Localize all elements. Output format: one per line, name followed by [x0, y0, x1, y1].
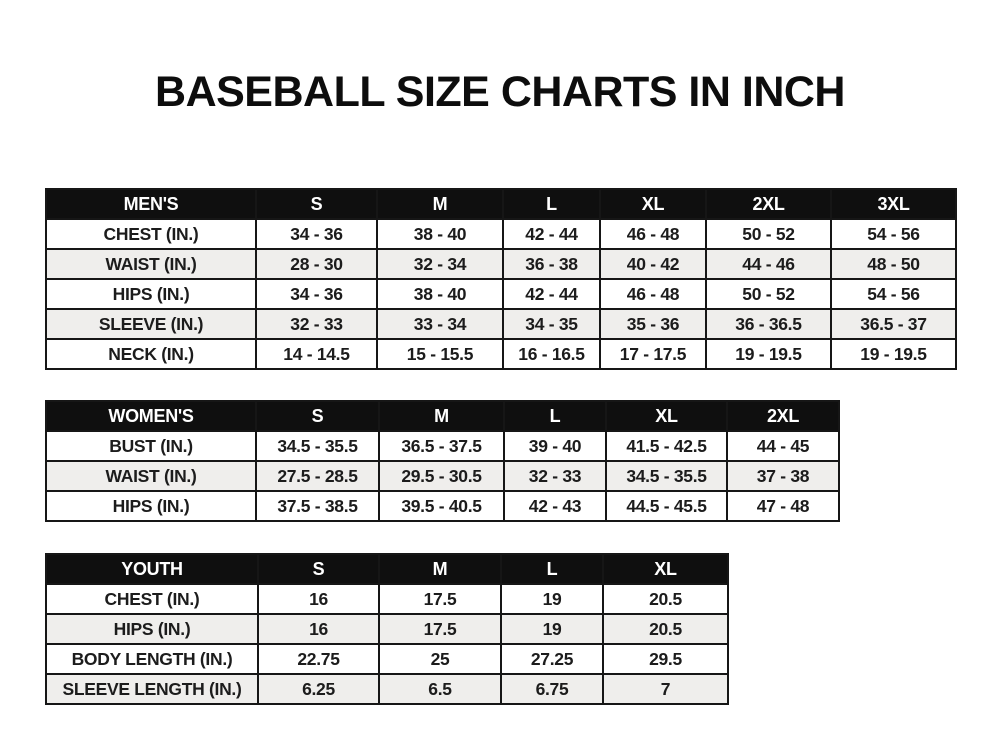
size-value-cell: 16: [258, 584, 379, 614]
page-title: BASEBALL SIZE CHARTS IN INCH: [155, 68, 845, 116]
size-value-cell: 28 - 30: [256, 249, 377, 279]
table-row: [46, 584, 728, 614]
size-value-cell: 46 - 48: [600, 219, 706, 249]
size-value-cell: 6.75: [501, 674, 603, 704]
measurement-label: BUST (IN.): [46, 431, 256, 461]
size-value-cell: 15 - 15.5: [377, 339, 503, 369]
size-value-cell: 36.5 - 37.5: [379, 431, 504, 461]
table-row: [46, 674, 728, 704]
measurement-label: NECK (IN.): [46, 339, 256, 369]
table-row: [46, 279, 956, 309]
table-row: [46, 309, 956, 339]
womens-group-header: WOMEN'S: [46, 401, 256, 431]
size-value-cell: 37 - 38: [727, 461, 839, 491]
size-column-header: XL: [606, 401, 727, 431]
size-value-cell: 44.5 - 45.5: [606, 491, 727, 521]
youth-group-header: YOUTH: [46, 554, 258, 584]
size-value-cell: 20.5: [603, 584, 728, 614]
size-value-cell: 14 - 14.5: [256, 339, 377, 369]
size-value-cell: 42 - 44: [503, 219, 600, 249]
size-value-cell: 36 - 38: [503, 249, 600, 279]
size-column-header: XL: [603, 554, 728, 584]
measurement-label: HIPS (IN.): [46, 491, 256, 521]
table-row: [46, 339, 956, 369]
size-column-header: L: [503, 189, 600, 219]
size-column-header: 3XL: [831, 189, 956, 219]
size-value-cell: 29.5 - 30.5: [379, 461, 504, 491]
size-value-cell: 36.5 - 37: [831, 309, 956, 339]
size-value-cell: 19 - 19.5: [706, 339, 831, 369]
size-value-cell: 34 - 36: [256, 219, 377, 249]
size-column-header: M: [377, 189, 503, 219]
size-column-header: 2XL: [706, 189, 831, 219]
size-value-cell: 35 - 36: [600, 309, 706, 339]
size-column-header: L: [501, 554, 603, 584]
size-value-cell: 22.75: [258, 644, 379, 674]
size-value-cell: 17.5: [379, 584, 501, 614]
table-row: [46, 431, 839, 461]
size-value-cell: 25: [379, 644, 501, 674]
youth-size-table: [45, 553, 729, 705]
size-value-cell: 38 - 40: [377, 279, 503, 309]
table-row: [46, 461, 839, 491]
size-column-header: M: [379, 554, 501, 584]
size-column-header: XL: [600, 189, 706, 219]
size-value-cell: 17 - 17.5: [600, 339, 706, 369]
size-value-cell: 50 - 52: [706, 219, 831, 249]
measurement-label: BODY LENGTH (IN.): [46, 644, 258, 674]
size-value-cell: 41.5 - 42.5: [606, 431, 727, 461]
womens-header-row: [46, 401, 839, 431]
size-value-cell: 39.5 - 40.5: [379, 491, 504, 521]
womens-size-table: [45, 400, 840, 522]
size-column-header: 2XL: [727, 401, 839, 431]
measurement-label: CHEST (IN.): [46, 584, 258, 614]
measurement-label: WAIST (IN.): [46, 461, 256, 491]
size-value-cell: 54 - 56: [831, 219, 956, 249]
size-column-header: L: [504, 401, 606, 431]
size-value-cell: 39 - 40: [504, 431, 606, 461]
size-column-header: S: [258, 554, 379, 584]
size-value-cell: 20.5: [603, 614, 728, 644]
measurement-label: HIPS (IN.): [46, 614, 258, 644]
size-value-cell: 34.5 - 35.5: [606, 461, 727, 491]
measurement-label: SLEEVE LENGTH (IN.): [46, 674, 258, 704]
size-value-cell: 19 - 19.5: [831, 339, 956, 369]
size-value-cell: 34 - 36: [256, 279, 377, 309]
size-value-cell: 32 - 33: [504, 461, 606, 491]
size-value-cell: 32 - 33: [256, 309, 377, 339]
size-value-cell: 54 - 56: [831, 279, 956, 309]
size-value-cell: 19: [501, 614, 603, 644]
size-column-header: M: [379, 401, 504, 431]
size-value-cell: 17.5: [379, 614, 501, 644]
size-value-cell: 50 - 52: [706, 279, 831, 309]
size-value-cell: 6.25: [258, 674, 379, 704]
measurement-label: HIPS (IN.): [46, 279, 256, 309]
size-value-cell: 38 - 40: [377, 219, 503, 249]
size-column-header: S: [256, 401, 379, 431]
size-value-cell: 37.5 - 38.5: [256, 491, 379, 521]
size-value-cell: 19: [501, 584, 603, 614]
mens-header-row: [46, 189, 956, 219]
table-row: [46, 249, 956, 279]
size-value-cell: 44 - 45: [727, 431, 839, 461]
size-value-cell: 7: [603, 674, 728, 704]
measurement-label: CHEST (IN.): [46, 219, 256, 249]
size-value-cell: 6.5: [379, 674, 501, 704]
size-value-cell: 32 - 34: [377, 249, 503, 279]
mens-size-table: [45, 188, 957, 370]
mens-group-header: MEN'S: [46, 189, 256, 219]
size-value-cell: 48 - 50: [831, 249, 956, 279]
size-value-cell: 40 - 42: [600, 249, 706, 279]
size-value-cell: 16: [258, 614, 379, 644]
measurement-label: SLEEVE (IN.): [46, 309, 256, 339]
size-value-cell: 27.5 - 28.5: [256, 461, 379, 491]
size-column-header: S: [256, 189, 377, 219]
youth-header-row: [46, 554, 728, 584]
measurement-label: WAIST (IN.): [46, 249, 256, 279]
size-value-cell: 34.5 - 35.5: [256, 431, 379, 461]
size-value-cell: 16 - 16.5: [503, 339, 600, 369]
size-value-cell: 42 - 44: [503, 279, 600, 309]
size-value-cell: 44 - 46: [706, 249, 831, 279]
size-value-cell: 34 - 35: [503, 309, 600, 339]
table-row: [46, 219, 956, 249]
size-value-cell: 27.25: [501, 644, 603, 674]
size-value-cell: 36 - 36.5: [706, 309, 831, 339]
table-row: [46, 491, 839, 521]
table-row: [46, 644, 728, 674]
size-value-cell: 47 - 48: [727, 491, 839, 521]
size-value-cell: 42 - 43: [504, 491, 606, 521]
size-value-cell: 33 - 34: [377, 309, 503, 339]
size-value-cell: 46 - 48: [600, 279, 706, 309]
table-row: [46, 614, 728, 644]
size-value-cell: 29.5: [603, 644, 728, 674]
